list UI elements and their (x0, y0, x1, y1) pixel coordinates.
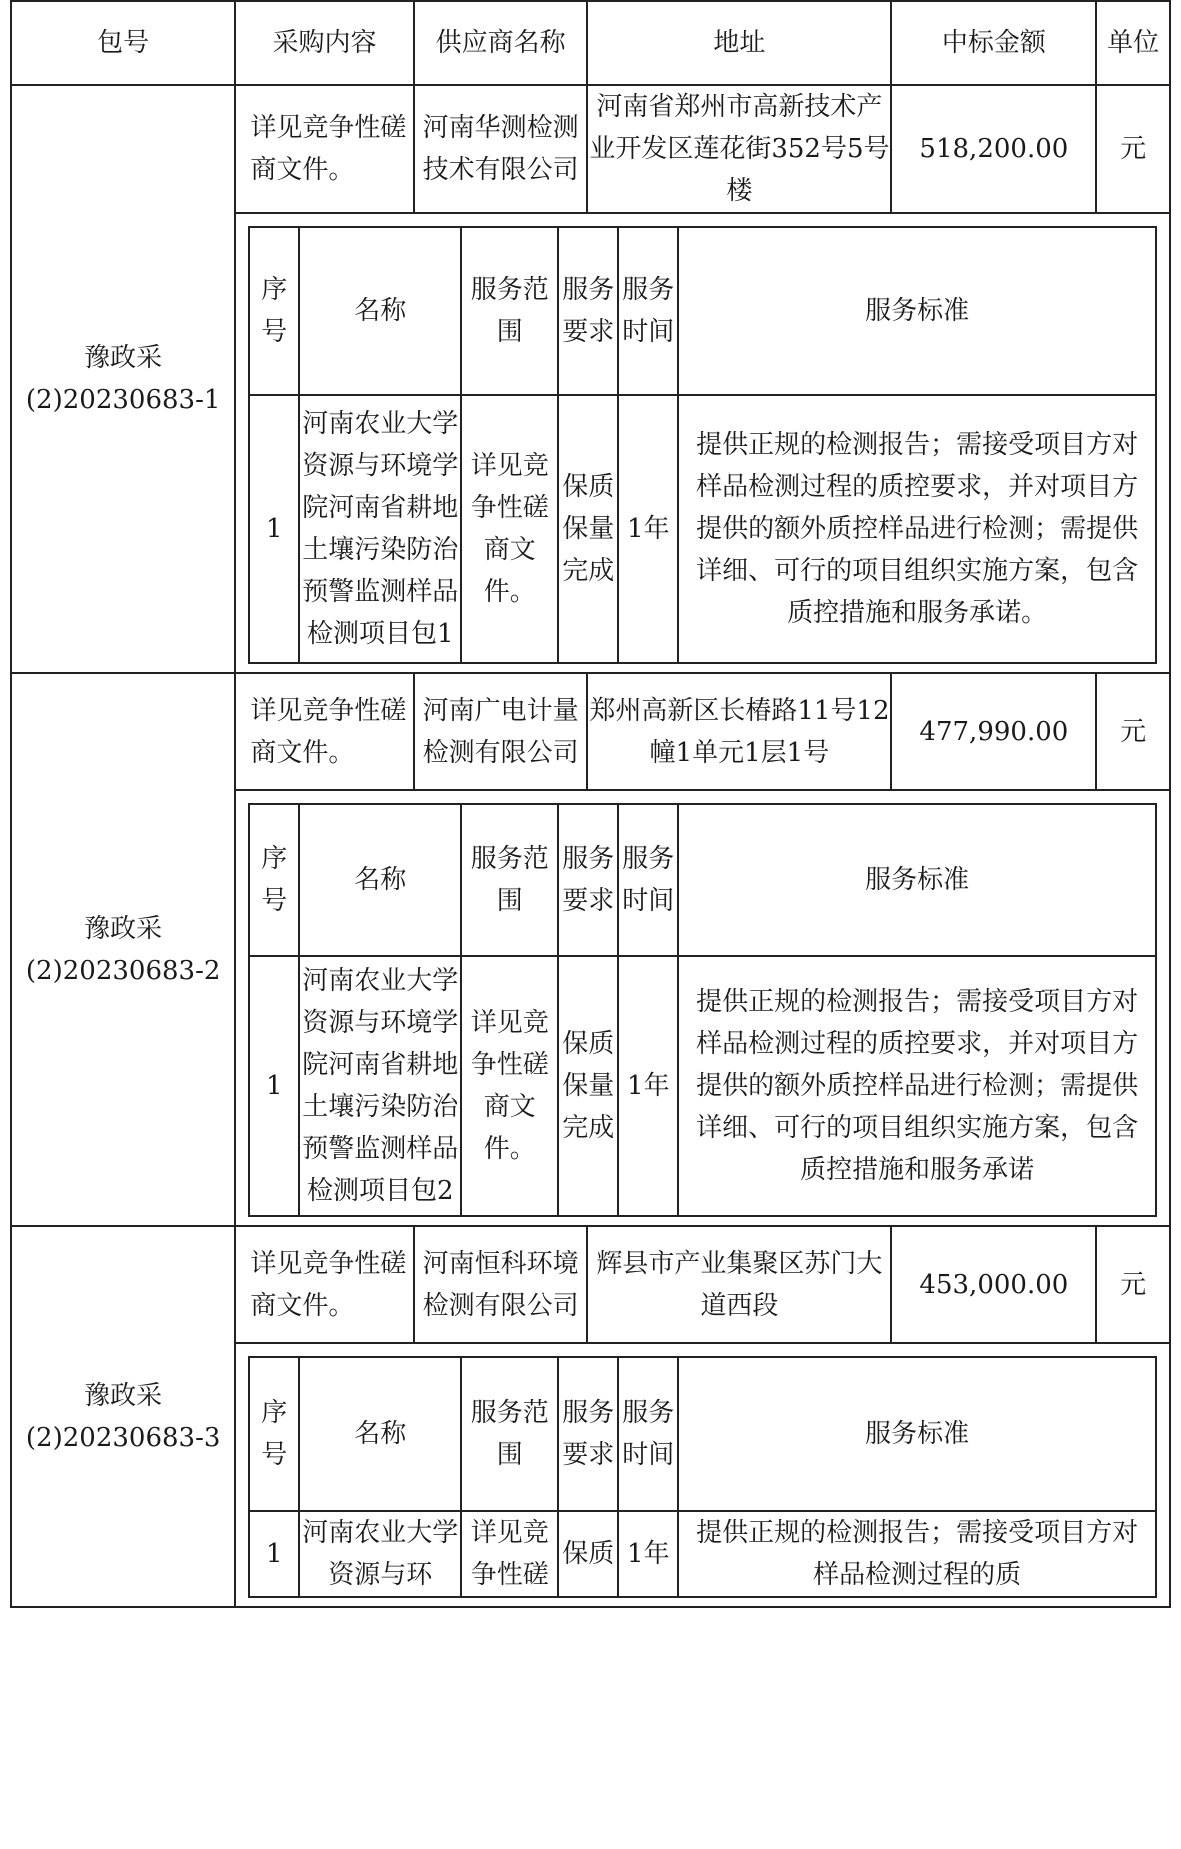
package-number-cell (11, 85, 235, 673)
service-time: 1年 (618, 395, 678, 663)
service-header-seq: 序号 (249, 227, 299, 395)
service-details-table (248, 1356, 1157, 1598)
service-header-requirement: 服务要求 (558, 1357, 618, 1511)
service-header-seq: 序号 (249, 1357, 299, 1511)
service-header-name: 名称 (299, 1357, 461, 1511)
award-table-page (10, 0, 1171, 1849)
package-row (11, 1226, 1170, 1343)
service-seq: 1 (249, 1511, 299, 1597)
service-time: 1年 (618, 956, 678, 1216)
procurement-content: 详见竞争性磋商文件。 (235, 85, 413, 213)
service-header-row (249, 804, 1156, 956)
package-number: (2)20230683-3 (25, 1422, 221, 1453)
service-details-table (248, 803, 1157, 1217)
package-row (11, 673, 1170, 790)
service-header-standard: 服务标准 (678, 804, 1156, 956)
service-seq: 1 (249, 956, 299, 1216)
package-number-cell (11, 673, 235, 1226)
service-header-standard: 服务标准 (678, 1357, 1156, 1511)
service-requirement: 保质保量完成 (558, 395, 618, 663)
service-header-time: 服务时间 (618, 804, 678, 956)
header-unit: 单位 (1096, 1, 1170, 85)
service-details-cell (235, 213, 1170, 673)
service-standard: 提供正规的检测报告；需接受项目方对样品检测过程的质控要求，并对项目方提供的额外质控样品进行检测；需提供详细、可行的项目组织实施方案，包含质控措施和服务承诺 (678, 956, 1156, 1216)
service-header-standard: 服务标准 (678, 227, 1156, 395)
bid-amount: 477,990.00 (891, 673, 1096, 790)
service-row (249, 1511, 1156, 1597)
service-seq: 1 (249, 395, 299, 663)
procurement-content: 详见竞争性磋商文件。 (235, 1226, 413, 1343)
amount-unit: 元 (1096, 673, 1170, 790)
service-details-cell (235, 1343, 1170, 1607)
supplier-address: 郑州高新区长椿路11号12幢1单元1层1号 (587, 673, 891, 790)
service-header-time: 服务时间 (618, 1357, 678, 1511)
service-header-scope: 服务范围 (461, 1357, 558, 1511)
service-header-scope: 服务范围 (461, 804, 558, 956)
header-package-no: 包号 (11, 1, 235, 85)
service-header-name: 名称 (299, 804, 461, 956)
service-details-cell (235, 790, 1170, 1226)
service-standard: 提供正规的检测报告；需接受项目方对样品检测过程的质 (678, 1511, 1156, 1597)
supplier-name: 河南恒科环境检测有限公司 (414, 1226, 588, 1343)
amount-unit: 元 (1096, 85, 1170, 213)
service-details-table (248, 226, 1157, 664)
service-row (249, 395, 1156, 663)
service-header-time: 服务时间 (618, 227, 678, 395)
service-scope: 详见竞争性磋 (461, 1511, 558, 1597)
service-standard: 提供正规的检测报告；需接受项目方对样品检测过程的质控要求，并对项目方提供的额外质控样品进行检测；需提供详细、可行的项目组织实施方案，包含质控措施和服务承诺。 (678, 395, 1156, 663)
package-number-prefix: 豫政采 (84, 913, 163, 944)
package-number: (2)20230683-2 (25, 955, 221, 986)
service-time: 1年 (618, 1511, 678, 1597)
service-requirement: 保质 (558, 1511, 618, 1597)
service-header-requirement: 服务要求 (558, 227, 618, 395)
service-header-requirement: 服务要求 (558, 804, 618, 956)
amount-unit: 元 (1096, 1226, 1170, 1343)
award-results-table (10, 0, 1171, 1608)
table-header-row (11, 1, 1170, 85)
package-number-cell (11, 1226, 235, 1607)
service-requirement: 保质保量完成 (558, 956, 618, 1216)
header-bid-amount: 中标金额 (891, 1, 1096, 85)
service-name: 河南农业大学资源与环 (299, 1511, 461, 1597)
service-name: 河南农业大学资源与环境学院河南省耕地土壤污染防治预警监测样品检测项目包2 (299, 956, 461, 1216)
package-number-prefix: 豫政采 (84, 343, 163, 373)
header-supplier-name: 供应商名称 (414, 1, 588, 85)
supplier-name: 河南广电计量检测有限公司 (414, 673, 588, 790)
service-scope: 详见竞争性磋商文件。 (461, 395, 558, 663)
service-header-scope: 服务范围 (461, 227, 558, 395)
service-name: 河南农业大学资源与环境学院河南省耕地土壤污染防治预警监测样品检测项目包1 (299, 395, 461, 663)
header-address: 地址 (587, 1, 891, 85)
bid-amount: 518,200.00 (891, 85, 1096, 213)
supplier-name: 河南华测检测技术有限公司 (414, 85, 588, 213)
service-header-name: 名称 (299, 227, 461, 395)
header-procurement-content: 采购内容 (235, 1, 413, 85)
package-number-prefix: 豫政采 (84, 1380, 163, 1411)
bid-amount: 453,000.00 (891, 1226, 1096, 1343)
supplier-address: 辉县市产业集聚区苏门大道西段 (587, 1226, 891, 1343)
package-number: (2)20230683-1 (25, 385, 221, 415)
package-row (11, 85, 1170, 213)
service-header-row (249, 227, 1156, 395)
service-scope: 详见竞争性磋商文件。 (461, 956, 558, 1216)
supplier-address: 河南省郑州市高新技术产业开发区莲花街352号5号楼 (587, 85, 891, 213)
procurement-content: 详见竞争性磋商文件。 (235, 673, 413, 790)
service-header-seq: 序号 (249, 804, 299, 956)
service-row (249, 956, 1156, 1216)
service-header-row (249, 1357, 1156, 1511)
